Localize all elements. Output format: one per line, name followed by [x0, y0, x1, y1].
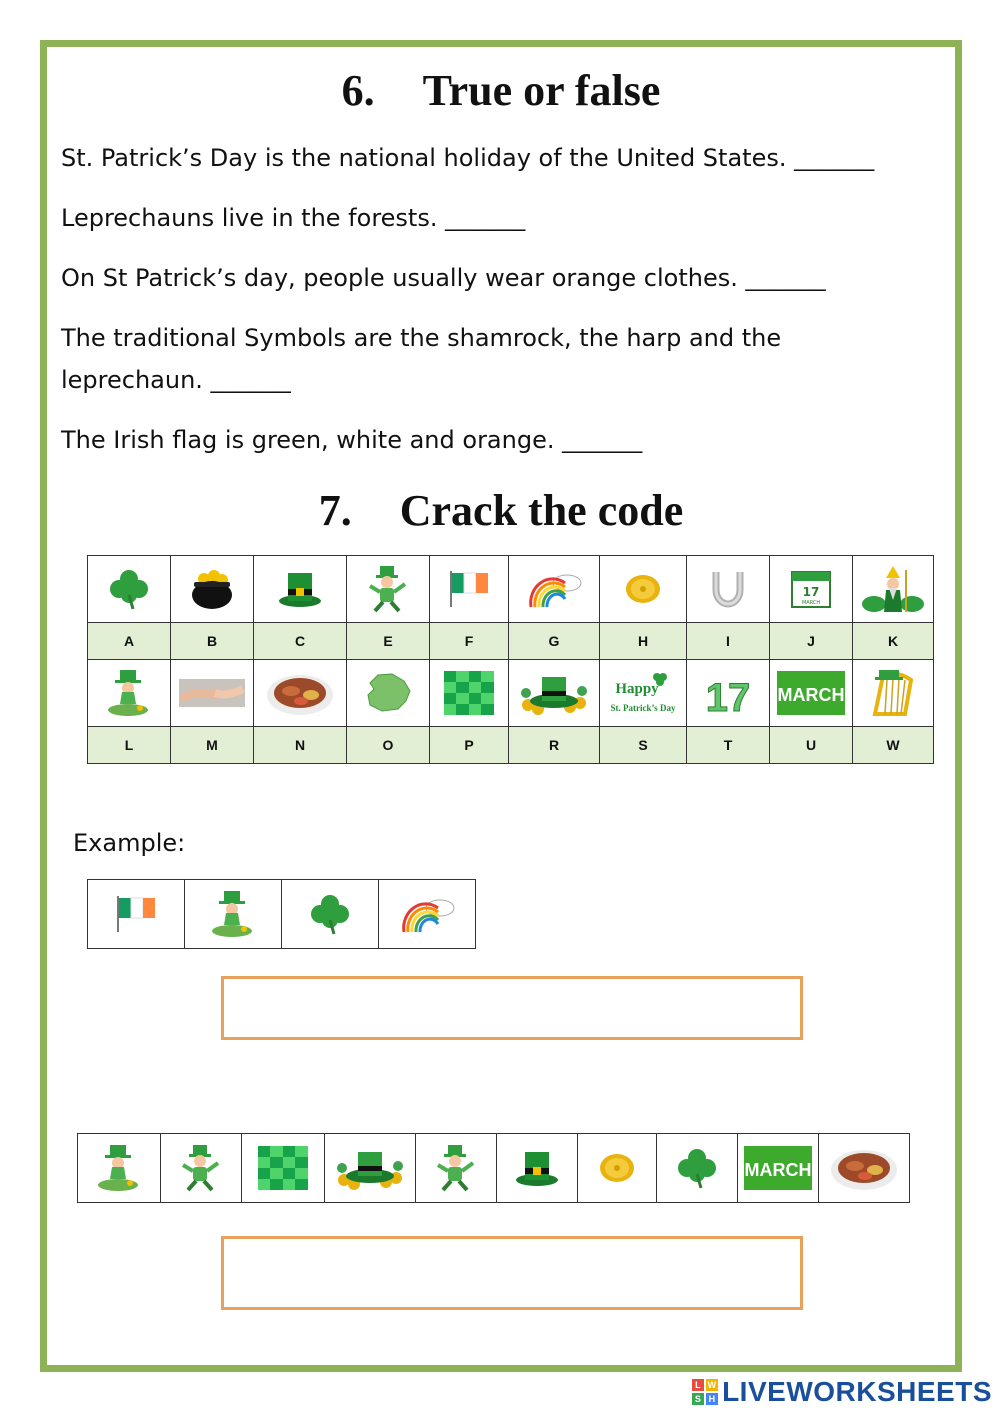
- code-letter-g: G: [509, 623, 600, 660]
- harp-cell: [853, 660, 934, 727]
- dancing-leprechaun-icon: [161, 1143, 241, 1193]
- logo-text: LIVEWORKSHEETS: [722, 1376, 992, 1407]
- dancing-leprechaun-cell: [347, 556, 430, 623]
- svg-text:17: 17: [705, 676, 751, 717]
- puzzle-sequence: [77, 1133, 910, 1203]
- section-6-title: [47, 65, 955, 116]
- happy-st-patricks-day-cell: [600, 660, 687, 727]
- section-7-title: [47, 485, 955, 536]
- horseshoe-cell: [687, 556, 770, 623]
- saint-patrick-cell: [853, 556, 934, 623]
- section-6-heading: True or false: [422, 66, 661, 115]
- hat-with-gold-icon: [325, 1146, 415, 1190]
- harp-icon: [853, 668, 933, 718]
- code-letter-o: O: [347, 727, 430, 764]
- dancing-leprechaun-icon: [347, 564, 429, 614]
- number-17-cell: [687, 660, 770, 727]
- march-cell: [738, 1134, 819, 1203]
- ireland-map-icon: [347, 671, 429, 715]
- happy-st-patricks-day-icon: [600, 669, 686, 717]
- code-letter-n: N: [254, 727, 347, 764]
- sitting-leprechaun-cell: [185, 880, 282, 949]
- question-4-line-1: The traditional Symbols are the shamrock, the harp and the: [61, 324, 782, 352]
- svg-text:17: 17: [802, 585, 820, 599]
- march-cell: [770, 660, 853, 727]
- food-plate-cell: [254, 660, 347, 727]
- svg-text:Happy: Happy: [615, 681, 659, 697]
- code-letter-a: A: [88, 623, 171, 660]
- food-plate-icon: [819, 1144, 909, 1192]
- rainbow-icon: [509, 569, 599, 609]
- question-2-blank[interactable]: ______: [445, 205, 526, 232]
- code-key-table: [87, 555, 934, 764]
- question-4-line-2: leprechaun.: [61, 366, 203, 394]
- shamrock-cell: [88, 556, 171, 623]
- gold-coin-cell: [578, 1134, 657, 1203]
- code-letter-r: R: [509, 727, 600, 764]
- question-1: [61, 137, 874, 180]
- code-letter-b: B: [171, 623, 254, 660]
- code-letter-w: W: [853, 727, 934, 764]
- calendar-cell: [770, 556, 853, 623]
- code-letter-u: U: [770, 727, 853, 764]
- dancing-leprechaun-icon: [416, 1143, 496, 1193]
- green-checker-icon: [242, 1146, 324, 1190]
- shamrock-icon: [88, 567, 170, 611]
- question-5: [61, 419, 642, 462]
- hat-with-gold-cell: [325, 1134, 416, 1203]
- code-letter-s: S: [600, 727, 687, 764]
- rainbow-icon: [379, 894, 475, 934]
- dancing-leprechaun-cell: [161, 1134, 242, 1203]
- hands-cell: [171, 660, 254, 727]
- green-checker-icon: [430, 671, 508, 715]
- question-1-blank[interactable]: ______: [794, 145, 875, 172]
- green-checker-cell: [430, 660, 509, 727]
- gold-coin-icon: [578, 1150, 656, 1186]
- question-3-text: On St Patrick’s day, people usually wear orange clothes.: [61, 264, 738, 292]
- question-4-blank[interactable]: ______: [210, 367, 291, 394]
- irish-flag-icon: [88, 894, 184, 934]
- irish-flag-cell: [430, 556, 509, 623]
- example-label: Example:: [73, 829, 186, 857]
- number-17-icon: [687, 669, 769, 717]
- food-plate-icon: [254, 669, 346, 717]
- saint-patrick-icon: [853, 564, 933, 614]
- section-7-heading: Crack the code: [399, 486, 684, 535]
- code-letter-j: J: [770, 623, 853, 660]
- shamrock-icon: [657, 1146, 737, 1190]
- question-3: [61, 257, 826, 300]
- question-1-text: St. Patrick’s Day is the national holiday of the United States.: [61, 144, 787, 172]
- leprechaun-hat-cell: [254, 556, 347, 623]
- leprechaun-hat-cell: [497, 1134, 578, 1203]
- gold-coin-icon: [600, 571, 686, 607]
- sitting-leprechaun-icon: [88, 668, 170, 718]
- gold-coin-cell: [600, 556, 687, 623]
- code-letter-t: T: [687, 727, 770, 764]
- svg-text:MARCH: MARCH: [777, 685, 845, 705]
- example-sequence: [87, 879, 476, 949]
- leprechaun-hat-icon: [497, 1148, 577, 1188]
- rainbow-cell: [509, 556, 600, 623]
- code-letter-k: K: [853, 623, 934, 660]
- shamrock-cell: [282, 880, 379, 949]
- calendar-icon: [770, 568, 852, 610]
- hat-with-gold-cell: [509, 660, 600, 727]
- code-letter-m: M: [171, 727, 254, 764]
- code-letter-f: F: [430, 623, 509, 660]
- rainbow-cell: [379, 880, 476, 949]
- question-2-text: Leprechauns live in the forests.: [61, 204, 438, 232]
- svg-text:MARCH: MARCH: [801, 600, 821, 606]
- example-answer-box[interactable]: [221, 976, 803, 1040]
- hat-with-gold-icon: [509, 671, 599, 715]
- hands-icon: [171, 673, 253, 713]
- sitting-leprechaun-icon: [78, 1143, 160, 1193]
- horseshoe-icon: [687, 568, 769, 610]
- sitting-leprechaun-cell: [88, 660, 171, 727]
- code-letter-i: I: [687, 623, 770, 660]
- irish-flag-cell: [88, 880, 185, 949]
- dancing-leprechaun-cell: [416, 1134, 497, 1203]
- march-icon: [738, 1146, 818, 1190]
- question-2: [61, 197, 525, 240]
- leprechaun-hat-icon: [254, 569, 346, 609]
- logo-mark: L W S H: [692, 1379, 718, 1405]
- food-plate-cell: [819, 1134, 910, 1203]
- section-7-number: 7.: [318, 486, 352, 535]
- code-letter-c: C: [254, 623, 347, 660]
- question-5-text: The Irish flag is green, white and orange.: [61, 426, 555, 454]
- pot-of-gold-icon: [171, 567, 253, 611]
- ireland-map-cell: [347, 660, 430, 727]
- pot-of-gold-cell: [171, 556, 254, 623]
- irish-flag-icon: [430, 569, 508, 609]
- worksheet-frame: [40, 40, 962, 1372]
- shamrock-icon: [282, 892, 378, 936]
- sitting-leprechaun-icon: [185, 889, 281, 939]
- puzzle-answer-box[interactable]: [221, 1236, 803, 1310]
- shamrock-cell: [657, 1134, 738, 1203]
- section-6-number: 6.: [341, 66, 375, 115]
- question-3-blank[interactable]: ______: [745, 265, 826, 292]
- question-4: [61, 317, 781, 402]
- march-icon: [770, 671, 852, 715]
- code-letter-e: E: [347, 623, 430, 660]
- sitting-leprechaun-cell: [78, 1134, 161, 1203]
- svg-text:St. Patrick’s Day: St. Patrick’s Day: [610, 703, 676, 713]
- code-letter-l: L: [88, 727, 171, 764]
- code-letter-h: H: [600, 623, 687, 660]
- svg-text:MARCH: MARCH: [744, 1160, 812, 1180]
- question-5-blank[interactable]: ______: [562, 427, 643, 454]
- code-letter-p: P: [430, 727, 509, 764]
- green-checker-cell: [242, 1134, 325, 1203]
- liveworksheets-logo: [692, 1376, 992, 1408]
